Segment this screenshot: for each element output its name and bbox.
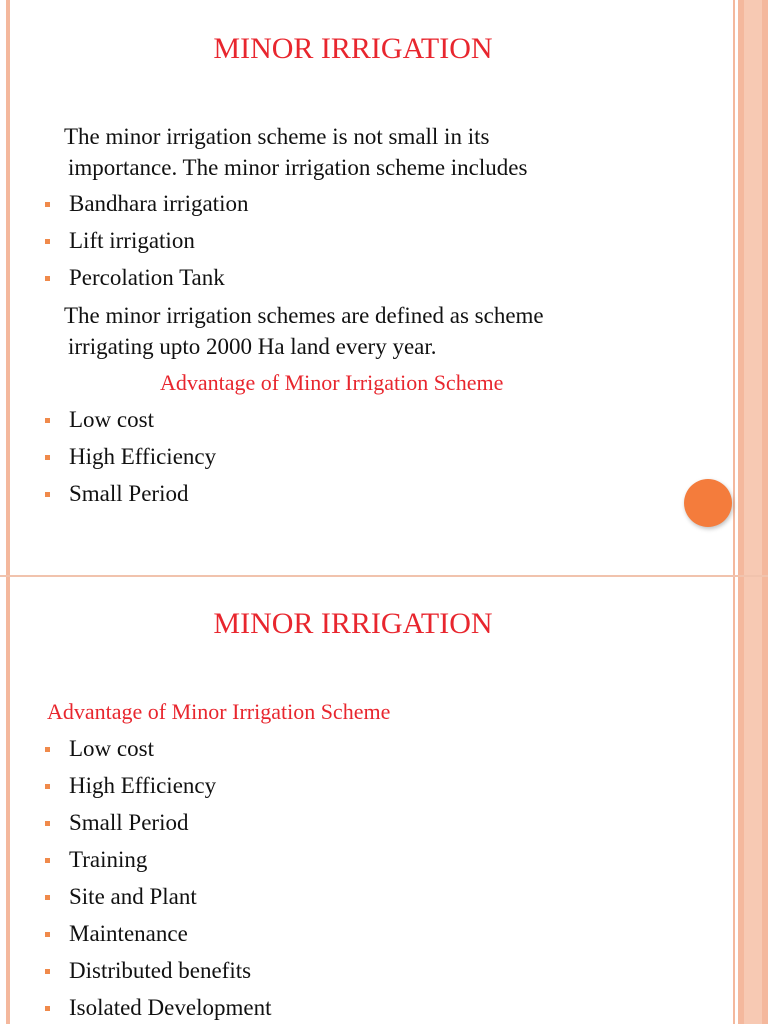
bullet-icon — [45, 418, 50, 423]
includes-list — [0, 190, 248, 301]
bullet-icon — [45, 492, 50, 497]
list-item-label: Small Period — [69, 810, 189, 835]
intro-line-1: The minor irrigation scheme is not small in its — [64, 124, 490, 149]
list-item-label: Bandhara irrigation — [69, 191, 249, 216]
right-decorative-band-inner — [744, 0, 762, 576]
advantage-heading: Advantage of Minor Irrigation Scheme — [160, 370, 504, 395]
orange-circle-icon — [684, 479, 732, 527]
bullet-icon — [45, 239, 50, 244]
list-item-label: Low cost — [69, 736, 154, 761]
list-item — [0, 227, 248, 264]
right-decorative-band-inner — [744, 577, 762, 1024]
intro-paragraph — [64, 121, 528, 183]
advantages-list — [0, 406, 216, 517]
list-item — [0, 809, 271, 846]
right-decorative-line — [733, 0, 735, 576]
bullet-icon — [45, 1006, 50, 1011]
bullet-icon — [45, 932, 50, 937]
bullet-icon — [45, 784, 50, 789]
definition-paragraph — [64, 300, 544, 362]
bullet-icon — [45, 276, 50, 281]
slide-2 — [0, 577, 768, 1024]
slide-2-title: MINOR IRRIGATION — [213, 607, 493, 640]
list-item — [0, 920, 271, 957]
list-item-label: Maintenance — [69, 921, 188, 946]
list-item-label: High Efficiency — [69, 773, 217, 798]
list-item — [0, 443, 216, 480]
right-decorative-line — [733, 577, 735, 1024]
list-item-label: Distributed benefits — [69, 958, 252, 983]
list-item — [0, 406, 216, 443]
slide-1-title: MINOR IRRIGATION — [213, 32, 493, 65]
list-item-label: Small Period — [69, 481, 189, 506]
intro-line-2: importance. The minor irrigation scheme includes — [68, 155, 528, 180]
list-item — [0, 957, 271, 994]
list-item-label: Site and Plant — [69, 884, 197, 909]
right-decorative-band — [738, 0, 768, 576]
list-item — [0, 846, 271, 883]
bullet-icon — [45, 821, 50, 826]
right-decorative-band — [738, 577, 768, 1024]
list-item-label: Low cost — [69, 407, 154, 432]
list-item-label: Isolated Development — [69, 995, 272, 1020]
bullet-icon — [45, 747, 50, 752]
list-item-label: High Efficiency — [69, 444, 217, 469]
advantage-heading: Advantage of Minor Irrigation Scheme — [47, 699, 391, 724]
list-item — [0, 994, 271, 1024]
definition-line-1: The minor irrigation schemes are defined as scheme — [64, 303, 544, 328]
list-item — [0, 735, 271, 772]
list-item — [0, 480, 216, 517]
list-item-label: Percolation Tank — [69, 265, 225, 290]
definition-line-2: irrigating upto 2000 Ha land every year. — [68, 334, 437, 359]
list-item — [0, 772, 271, 809]
bullet-icon — [45, 455, 50, 460]
bullet-icon — [45, 202, 50, 207]
list-item — [0, 190, 248, 227]
bullet-icon — [45, 858, 50, 863]
list-item-label: Training — [69, 847, 148, 872]
list-item-label: Lift irrigation — [69, 228, 195, 253]
advantages-list — [0, 735, 271, 1024]
bullet-icon — [45, 895, 50, 900]
list-item — [0, 883, 271, 920]
list-item — [0, 264, 248, 301]
bullet-icon — [45, 969, 50, 974]
